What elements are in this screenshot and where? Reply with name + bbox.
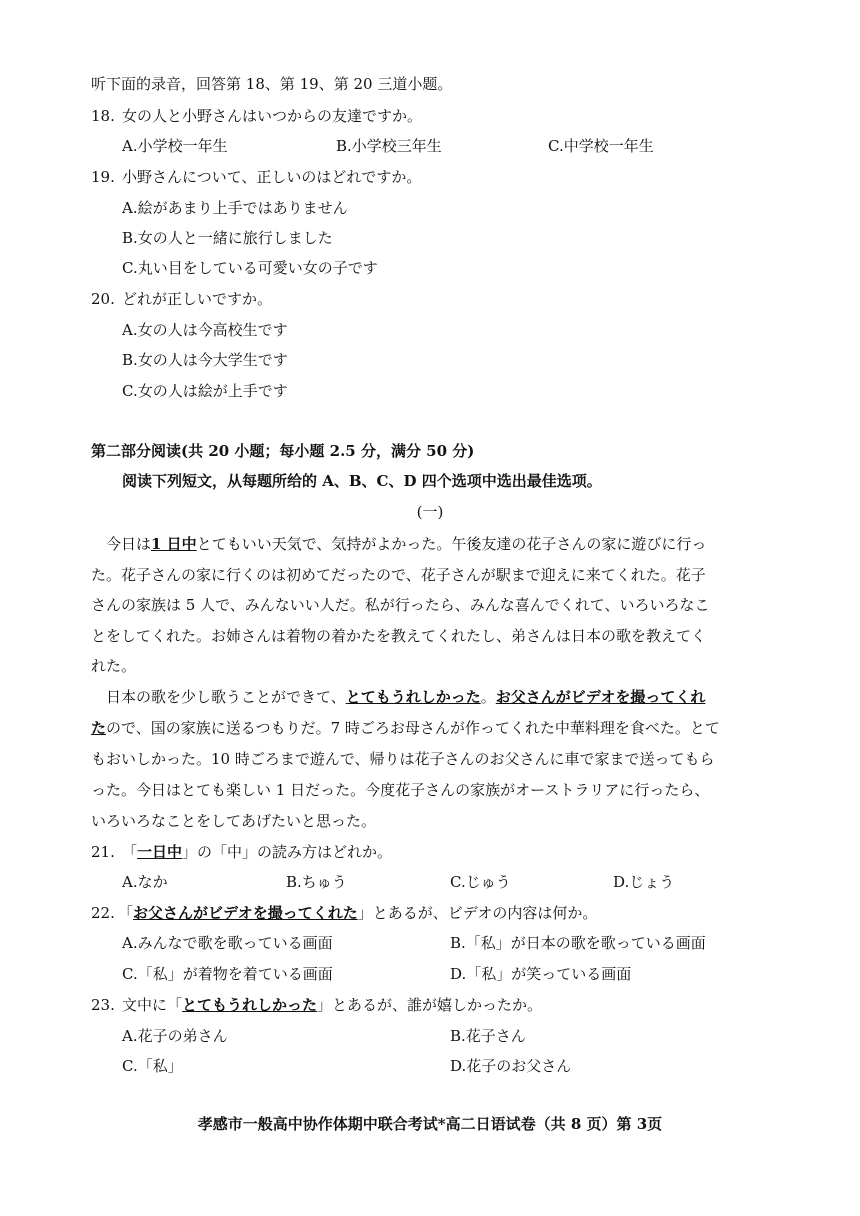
option: A.女の人は今高校生です xyxy=(122,321,288,339)
question-number: 20. xyxy=(91,290,115,308)
option: C.中学校一年生 xyxy=(548,137,654,155)
option: A.絵があまり上手ではありません xyxy=(122,199,348,217)
option: B.花子さん xyxy=(450,1027,526,1045)
underlined-phrase: た xyxy=(91,719,107,737)
option: C.じゅう xyxy=(450,873,511,891)
question-text: 「お父さんがビデオを撮ってくれた」とあるが、ビデオの内容は何か。 xyxy=(118,904,598,922)
option: A.みんなで歌を歌っている画面 xyxy=(122,934,333,952)
option: D.「私」が笑っている画面 xyxy=(450,965,632,983)
option: C.「私」が着物を着ている画面 xyxy=(122,965,333,983)
question-number: 21. xyxy=(91,843,115,861)
question-number: 23. xyxy=(91,996,115,1014)
option: B.小学校三年生 xyxy=(336,137,442,155)
option: A.なか xyxy=(122,873,168,891)
option: C.女の人は絵が上手です xyxy=(122,382,288,400)
passage-number: (一) xyxy=(416,503,444,521)
passage-line: もおいしかった。10 時ごろまで遊んで、帰りは花子さんのお父さんに車で家まで送ってもら xyxy=(91,750,715,768)
option: B.「私」が日本の歌を歌っている画面 xyxy=(450,934,706,952)
section-header: 第二部分阅读(共 20 小题；每小题 2.5 分，满分 50 分) xyxy=(91,442,475,460)
passage-line: た。花子さんの家に行くのは初めてだったので、花子さんが駅まで迎えに来てくれた。花子 xyxy=(91,566,706,584)
question-number: 19. xyxy=(91,168,115,186)
underlined-phrase: とてもうれしかった xyxy=(345,688,481,706)
underlined-phrase: 一日中 xyxy=(137,843,183,861)
question-text: 「一日中」の「中」の読み方はどれか。 xyxy=(122,843,393,861)
listening-intro: 听下面的录音，回答第 18、第 19、第 20 三道小题。 xyxy=(91,75,453,93)
passage-line: れた。 xyxy=(91,657,137,675)
option: B.ちゅう xyxy=(286,873,347,891)
question-number: 22. xyxy=(91,904,115,922)
passage-line: 今日は1 日中とてもいい天気で、気持がよかった。午後友達の花子さんの家に遊びに行っ xyxy=(106,535,707,553)
question-number: 18. xyxy=(91,107,115,125)
question-text: どれが正しいですか。 xyxy=(122,290,273,308)
passage-line: たので、国の家族に送るつもりだ。7 時ごろお母さんが作ってくれた中華料理を食べた。とて xyxy=(91,719,720,737)
option: D.花子のお父さん xyxy=(450,1057,572,1075)
passage-line: いろいろなことをしてあげたいと思った。 xyxy=(91,812,377,830)
option: D.じょう xyxy=(613,873,675,891)
underlined-phrase: お父さんがビデオを撮ってくれ xyxy=(495,688,706,706)
page-footer: 孝感市一般高中协作体期中联合考试*高二日语试卷（共 8 页）第 3页 xyxy=(197,1115,663,1133)
passage-line: とをしてくれた。お姉さんは着物の着かたを教えてくれたし、弟さんは日本の歌を教えてく xyxy=(91,627,707,645)
option: C.丸い目をしている可愛い女の子です xyxy=(122,259,378,277)
option: A.花子の弟さん xyxy=(122,1027,228,1045)
option: B.女の人と一緒に旅行しました xyxy=(122,229,333,247)
question-text: 文中に「とてもうれしかった」とあるが、誰が嬉しかったか。 xyxy=(122,996,543,1014)
option: C.「私」 xyxy=(122,1057,183,1075)
passage-line: った。今日はとても楽しい 1 日だった。今度花子さんの家族がオーストラリアに行ったら、 xyxy=(91,781,710,799)
passage-line: 日本の歌を少し歌うことができて、とてもうれしかった。お父さんがビデオを撮ってくれ xyxy=(106,688,706,706)
underlined-phrase: お父さんがビデオを撮ってくれた xyxy=(133,904,358,922)
option: A.小学校一年生 xyxy=(122,137,228,155)
underlined-phrase: 1 日中 xyxy=(151,535,197,553)
underlined-phrase: とてもうれしかった xyxy=(182,996,318,1014)
question-text: 女の人と小野さんはいつからの友達ですか。 xyxy=(122,107,423,125)
option: B.女の人は今大学生です xyxy=(122,351,288,369)
question-text: 小野さんについて、正しいのはどれですか。 xyxy=(122,168,422,186)
passage-line: さんの家族は 5 人で、みんないい人だ。私が行ったら、みんな喜んでくれて、いろいろなこ xyxy=(91,596,710,614)
section-instruction: 阅读下列短文，从每题所给的 A、B、C、D 四个选项中选出最佳选项。 xyxy=(122,472,602,490)
